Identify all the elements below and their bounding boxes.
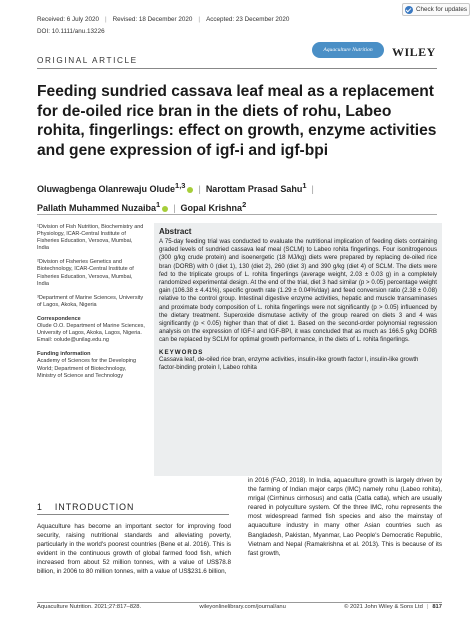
article-title: Feeding sundried cassava leaf meal as a replacement for de-oiled rice bran in the diets of rohu, Labeo rohita, fingerlings: effect on growth, enzyme activities and gene expression of igf-i and igf-bpi — [37, 83, 437, 159]
received-date: Received: 6 July 2020 — [37, 16, 99, 23]
affiliation-2: ²Division of Fisheries Genetics and Biotechnology, ICAR-Central Institute of Fisheries Education, Versova, Mumbai, India — [37, 259, 134, 287]
abstract-heading: Abstract — [159, 227, 192, 236]
affiliation-3: ³Department of Marine Sciences, University of Lagos, Akoka, Nigeria — [37, 294, 144, 308]
section-heading — [37, 502, 134, 512]
check-for-updates-button[interactable] — [402, 3, 470, 16]
orcid-icon[interactable] — [162, 206, 168, 212]
journal-citation: Aquaculture Nutrition. 2021;27:817–828. — [37, 604, 142, 610]
check-icon — [405, 6, 413, 14]
correspondence-text: Olude O.O. Department of Marine Sciences, University of Lagos, Akoka, Lagos, Nigeria. Email: oolude@unilag.edu.ng — [37, 323, 145, 344]
body-text-right: in 2016 (FAO, 2018). In India, aquaculture growth is largely driven by the farming of Indian major carps (IMC) namely rohu (Labeo rohita), mrigal (Cirrhinus cirrhosus) and catla (Catla catla), which are usually reared in polyculture system. Of the three IMC, rohu represents the most widespread farmed fish species and also the mainstay of aquaculture industry in many other Asian countries such as Bangladesh, Pakistan, Myanmar, Lao People's Democratic Republic, Vietnam and Nepal (Ramakrishna et al. 2013). This is because of its fast growth, — [248, 477, 442, 557]
author-name[interactable]: Gopal Krishna — [180, 203, 243, 213]
divider — [37, 68, 437, 69]
author-name[interactable]: Oluwagbenga Olanrewaju Olude — [37, 184, 176, 194]
keywords-heading: KEYWORDS — [159, 348, 204, 356]
author-list: Oluwagbenga Olanrewaju Olude$^{1,3}$ | Narottam Prasad Sahu$^1$ | Pallath Muhammed Nuzaiba$^1$ | Gopal Krishna$^2$ — [37, 181, 314, 213]
abstract-panel — [154, 223, 442, 476]
page-number: 817 — [432, 604, 442, 610]
abstract-text: A 75-day feeding trial was conducted to evaluate the nutritional implication of feeding diets containing graded levels of sundried cassava leaf meal (SCLM) to Labeo rohita fingerlings. Four isonitrogenous (300 g/kg crude protein) and isoenergetic (18 MJ/kg) diets were prepared by replacing de-oiled rice bran (DORB) with 0 (diet 1), 130 (diet 2), 260 (diet 3) and 390 g/kg (diet 4) of SCLM. The diets were fed to the triplicate groups of L. rohita fingerlings (average weight, 2.03 ± 0.03 g) in a completely randomized experimental design. At the end of the trial, diet 3 had similar (p > 0.05) percentage weight gain (106.38 ± 4.41%), specific growth rate (1.29 ± 0.04%/day) and feed conversion ratio (2.38 ± 0.08) relative to the control group. Intestinal digestive enzyme activities, hepatic and muscle transaminases and proximate body composition of L. rohita fingerlings were not significantly (p > 0.05) influenced by the dietary treatment. Superoxide dismutase activity of the group reared on diets 3 and 4 was significantly (p < 0.05) higher than that of diet 1. Based on the second-order polynomial regression analysis on the expression of IGF-I and IGF-BPI, it was concluded that as much as 166.5 g/kg DORB can be replaced by SCLM for optimal growth performance, in the diets of L. rohita fingerlings. — [159, 238, 437, 344]
orcid-icon[interactable] — [187, 187, 193, 193]
copyright: © 2021 John Wiley & Sons Ltd — [344, 604, 423, 610]
affiliation-1: ¹Division of Fish Nutrition, Biochemistry and Physiology, ICAR-Central Institute of Fisheries Education, Versova, Mumbai, India — [37, 224, 144, 252]
author-name[interactable]: Narottam Prasad Sahu — [205, 184, 303, 194]
affiliations-column — [37, 224, 145, 387]
revised-date: Revised: 18 December 2020 — [112, 16, 193, 23]
publication-dates: Received: 6 July 2020 | Revised: 18 December 2020 | Accepted: 23 December 2020 DOI: 10.1111/anu.13226 — [37, 16, 437, 35]
divider — [37, 514, 229, 515]
journal-url[interactable]: wileyonlinelibrary.com/journal/anu — [199, 604, 286, 610]
correspondence-heading: Correspondence — [37, 315, 81, 322]
funding-heading: Funding information — [37, 351, 91, 358]
journal-logo: Aquaculture Nutrition — [312, 42, 384, 58]
section-number: 1 — [37, 502, 43, 512]
accepted-date: Accepted: 23 December 2020 — [206, 16, 290, 23]
body-text-left: Aquaculture has become an important sector for improving food security, raising nutritional standards and alleviating poverty, particularly in the world's poorest countries (Bene et al. 2016). This is evident in the continuous growth of global farmed food fish, which increased from about 52 million tonnes, with a value of US$78.8 billion, in 2006 to 80 million tonnes, with a value of US$231.6 billion, — [37, 523, 231, 576]
divider — [37, 214, 437, 215]
author-name[interactable]: Pallath Muhammed Nuzaiba — [37, 203, 157, 213]
publisher-logo: WILEY — [392, 45, 436, 59]
page-footer: Aquaculture Nutrition. 2021;27:817–828. wileyonlinelibrary.com/journal/anu © 2021 John Wiley & Sons Ltd | 817 — [37, 604, 442, 610]
doi[interactable]: DOI: 10.1111/anu.13226 — [37, 28, 105, 35]
check-for-updates-label: Check for updates — [415, 6, 468, 13]
keywords-text: Cassava leaf, de-oiled rice bran, enzyme activities, insulin-like growth factor I, insulin-like growth factor-binding protein I, Labeo rohita — [159, 355, 419, 371]
article-type: ORIGINAL ARTICLE — [37, 56, 138, 65]
funding-text: Academy of Sciences for the Developing World; Department of Biotechnology, Ministry of Science and Technology — [37, 358, 137, 379]
section-title: INTRODUCTION — [54, 502, 135, 512]
divider — [37, 602, 442, 603]
